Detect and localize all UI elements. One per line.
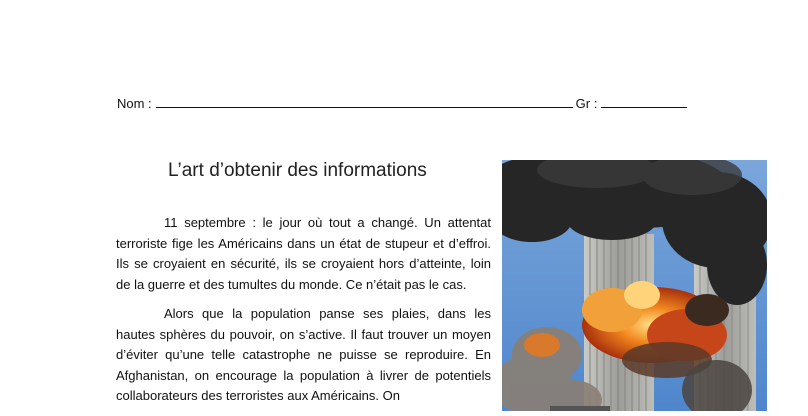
group-blank-line[interactable] [601,95,687,108]
document-title: L’art d’obtenir des informations [168,160,427,181]
paragraph-2: Alors que la population panse ses plaies, dans les hautes sphères du pouvoir, on s’active. Il faut trouver un moyen d’éviter qu’une telle catastrophe ne puisse se reproduire. En Afghanistan, on encourage la population à livrer de potentiels collaborateurs des terroristes aux Américains. On [116,306,491,403]
group-label: Gr : [575,96,598,111]
september-11-photo [502,160,767,411]
student-header [117,95,687,111]
name-blank-line[interactable] [156,95,573,108]
name-label: Nom : [117,96,152,111]
burning-towers-image [502,160,767,411]
paragraph-1: 11 septembre : le jour où tout a changé. Un attentat terroriste fige les Américains dans un état de stupeur et d’effroi. Ils se croyaient en sécurité, ils se croyaient hors d’atteinte, loin de la guerre et des tumultes du monde. Ce n’était pas le cas. [116,215,491,292]
article-body [116,213,491,416]
